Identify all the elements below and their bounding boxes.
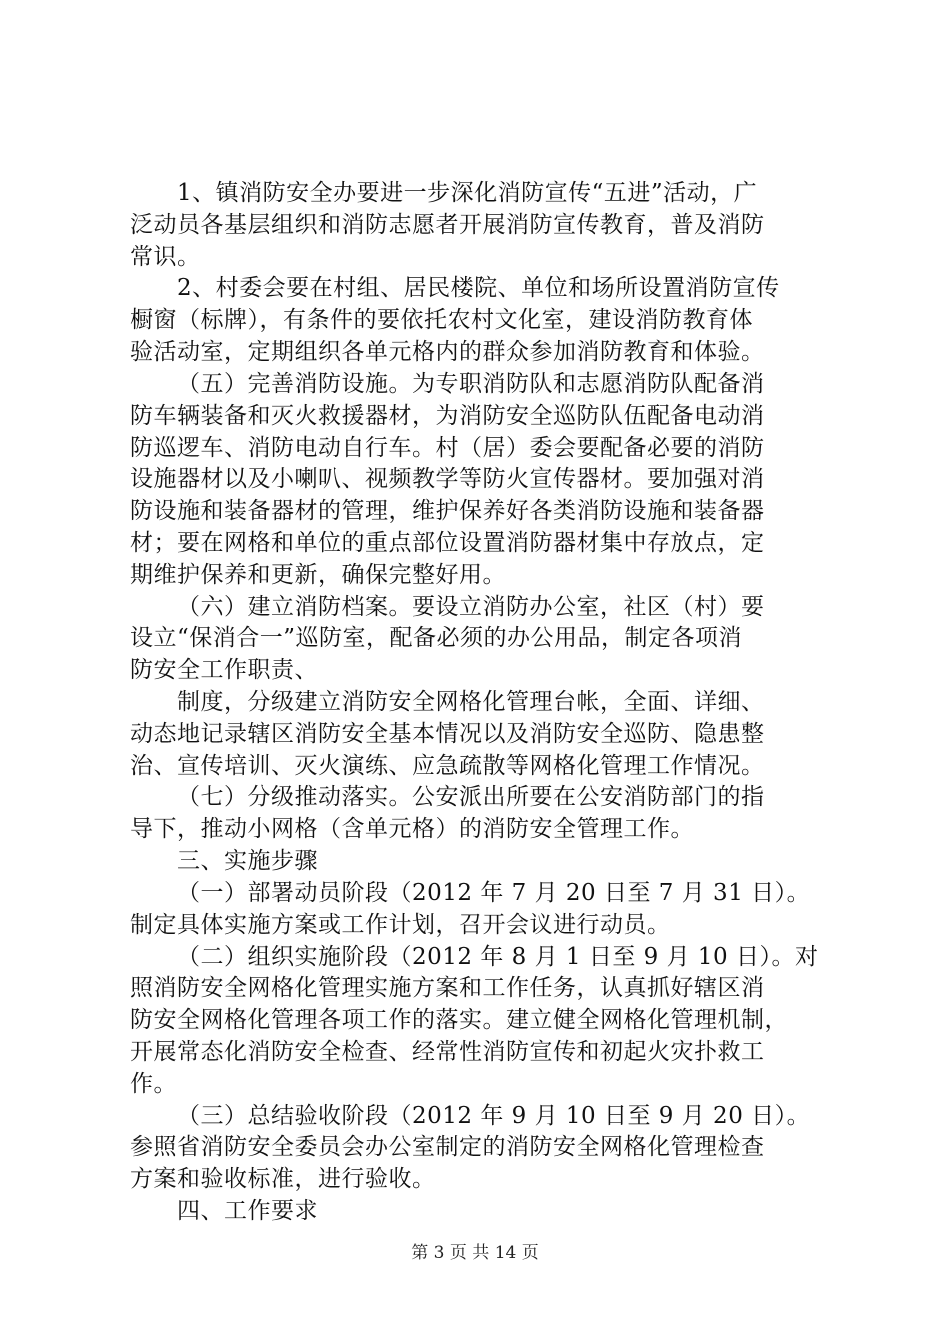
body-line: （三）总结验收阶段（2012 年 9 月 10 日至 9 月 20 日）。 xyxy=(177,1103,811,1129)
body-line: （五）完善消防设施。为专职消防队和志愿消防队配备消 xyxy=(177,371,765,397)
page-number-footer: 第 3 页 共 14 页 xyxy=(411,1243,539,1263)
body-line: 设施器材以及小喇叭、视频教学等防火宣传器材。要加强对消 xyxy=(130,466,765,492)
body-line: 参照省消防安全委员会办公室制定的消防安全网格化管理检查 xyxy=(130,1134,765,1160)
body-line: 防设施和装备器材的管理，维护保养好各类消防设施和装备器 xyxy=(130,498,765,524)
body-line: 导下，推动小网格（含单元格）的消防安全管理工作。 xyxy=(130,816,694,842)
body-line: 设立“保消合一”巡防室，配备必须的办公用品，制定各项消 xyxy=(130,625,743,651)
body-line: （二）组织实施阶段（2012 年 8 月 1 日至 9 月 10 日）。对 xyxy=(177,944,819,970)
body-line: 橱窗（标牌），有条件的要依托农村文化室，建设消防教育体 xyxy=(130,307,753,333)
body-line: 制度，分级建立消防安全网格化管理台帐，全面、详细、 xyxy=(177,689,765,715)
body-line: 验活动室，定期组织各单元格内的群众参加消防教育和体验。 xyxy=(130,339,765,365)
body-line: 材；要在网格和单位的重点部位设置消防器材集中存放点，定 xyxy=(130,530,765,556)
body-line: 方案和验收标准，进行验收。 xyxy=(130,1166,436,1192)
body-line: 防安全工作职责、 xyxy=(130,657,318,683)
body-line: 治、宣传培训、灭火演练、应急疏散等网格化管理工作情况。 xyxy=(130,753,765,779)
body-line: 1、镇消防安全办要进一步深化消防宣传“五进”活动，广 xyxy=(177,180,758,206)
body-line: 常识。 xyxy=(130,244,201,270)
section-heading: 四、工作要求 xyxy=(177,1198,318,1224)
body-line: 动态地记录辖区消防安全基本情况以及消防安全巡防、隐患整 xyxy=(130,721,765,747)
body-line: 泛动员各基层组织和消防志愿者开展消防宣传教育，普及消防 xyxy=(130,212,765,238)
body-line: （一）部署动员阶段（2012 年 7 月 20 日至 7 月 31 日）。 xyxy=(177,880,811,906)
section-heading: 三、实施步骤 xyxy=(177,848,318,874)
body-line: 2、村委会要在村组、居民楼院、单位和场所设置消防宣传 xyxy=(177,275,780,301)
body-line: 期维护保养和更新，确保完整好用。 xyxy=(130,562,506,588)
body-line: 开展常态化消防安全检查、经常性消防宣传和初起火灾扑救工 xyxy=(130,1039,765,1065)
body-line: 防安全网格化管理各项工作的落实。建立健全网格化管理机制， xyxy=(130,1007,788,1033)
body-line: （七）分级推动落实。公安派出所要在公安消防部门的指 xyxy=(177,784,765,810)
body-line: （六）建立消防档案。要设立消防办公室，社区（村）要 xyxy=(177,594,765,620)
body-line: 作。 xyxy=(130,1071,177,1097)
body-line: 制定具体实施方案或工作计划，召开会议进行动员。 xyxy=(130,912,671,938)
body-line: 防巡逻车、消防电动自行车。村（居）委会要配备必要的消防 xyxy=(130,435,765,461)
body-line: 防车辆装备和灭火救援器材，为消防安全巡防队伍配备电动消 xyxy=(130,403,765,429)
body-line: 照消防安全网格化管理实施方案和工作任务，认真抓好辖区消 xyxy=(130,975,765,1001)
